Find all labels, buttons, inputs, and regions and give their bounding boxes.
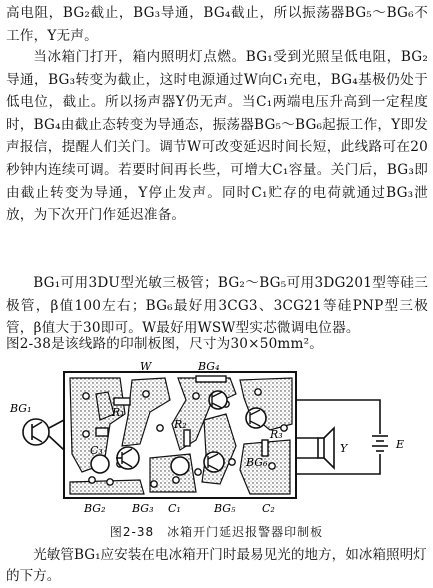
- label-bg5: BG₅: [214, 502, 236, 515]
- paragraph-1-text: 当冰箱门打开，箱内照明灯点燃。BG₁受到光照呈低电阻，BG₂导通，BG₃转变为截止，这时电源通过W向C₁充电，BG₄基极仍处于低电位，截止。所以扬声器Y仍无声。当C₁两端电压升高到一定程度时，BG₄由截止态转变为导通态，振荡器BG₅～BG₆起振工作，Y即发声报信，提醒人们关门。调节W可改变延迟时间长短，此线路可在20秒钟内连续可调。若要时间再长些，可增大C₁容量。关门后，BG₃即由截止转变为导通，Y停止发声。同时C₁贮存的电荷就通过BG₃泄放，为下次开门作延迟准备。: [6, 49, 428, 224]
- label-c2: C₂: [262, 502, 275, 515]
- paragraph-3: [6, 333, 428, 356]
- label-c1: C₁: [168, 502, 181, 515]
- label-r1: R₁: [112, 406, 125, 419]
- label-y: Y: [340, 442, 348, 455]
- label-bg1: BG₁: [10, 402, 32, 415]
- label-e: E: [396, 438, 405, 451]
- paragraph-tail: [6, 545, 428, 587]
- label-bg4: BG₄: [198, 360, 220, 373]
- label-bg6: BG₆: [246, 456, 268, 469]
- external-speaker-battery: [296, 400, 388, 474]
- text-line-top: 高电阻，BG₂截止，BG₃导通，BG₄截止，所以振荡器BG₅～BG₆不工作，Y无声。: [6, 5, 428, 44]
- label-r3: R₃: [270, 428, 283, 441]
- label-c3: C₃: [90, 444, 103, 457]
- label-r2: R₂: [174, 418, 187, 431]
- paragraph-2: [6, 272, 428, 340]
- paragraph-2-text: BG₁可用3DU型光敏三极管；BG₂～BG₅可用3DG201型等硅三极管，β值100左右；BG₆最好用3CG3、3CG21等硅PNP型三极管，β值大于30即可。W最好用WSW型实芯微调电位器。: [6, 275, 428, 337]
- pcb-figure: [0, 354, 433, 524]
- paragraph-3-text: 图2-38是该线路的印制板图，尺寸为30×50mm²。: [6, 336, 324, 352]
- label-bg2: BG₂: [84, 502, 106, 515]
- figure-caption: 图2-38 冰箱开门延迟报警器印制板: [109, 525, 324, 539]
- label-bg3: BG₃: [132, 502, 154, 515]
- paragraph-tail-text: 光敏管BG₁应安装在电冰箱开门时最易见光的地方，如冰箱照明灯的下方。: [6, 547, 427, 584]
- paragraph-top: [6, 2, 428, 47]
- external-bg1: [23, 419, 64, 450]
- label-w: W: [140, 360, 152, 373]
- paragraph-1: [6, 46, 428, 227]
